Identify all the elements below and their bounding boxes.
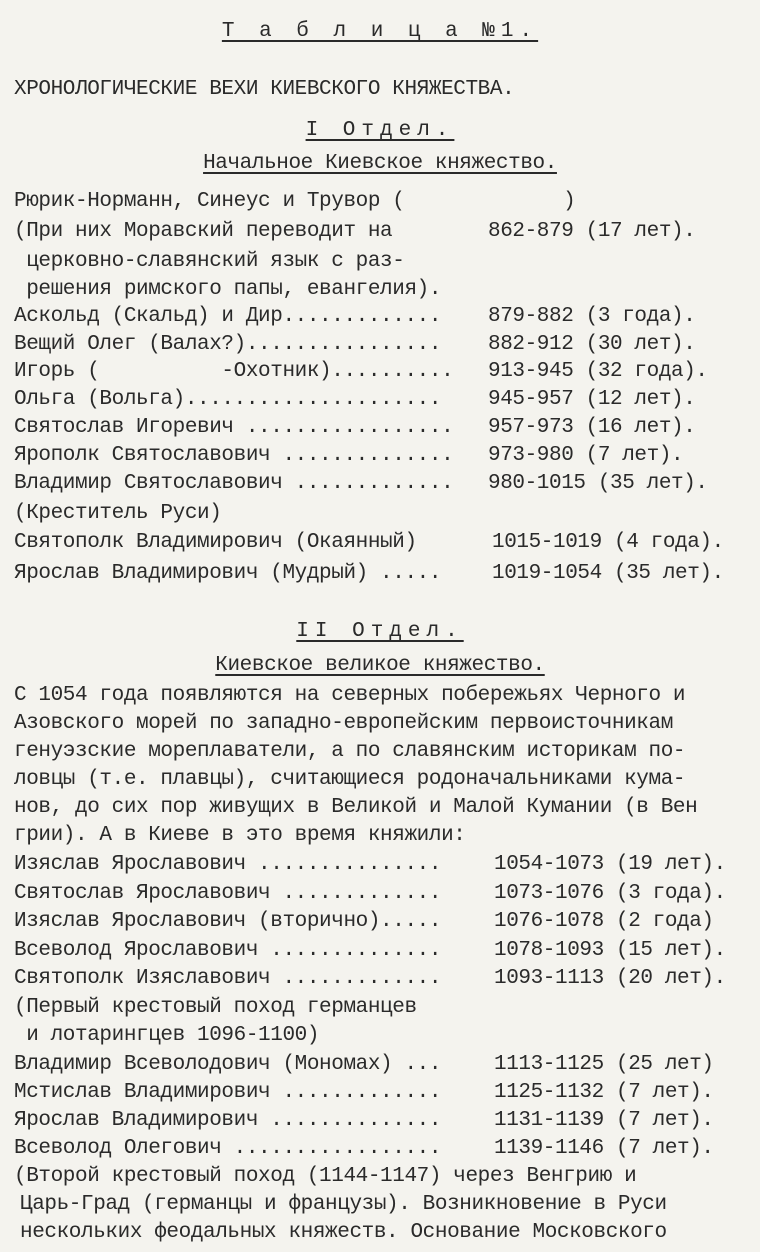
document-title: Т а б л и ц а №1. <box>221 20 539 43</box>
section1-subtitle: Начальное Киевское княжество. <box>203 152 557 175</box>
s2-paragraph-line-5: грии). А в Киеве в это время княжили: <box>14 824 466 847</box>
s2-ruler-4: Святополк Изяславович ............. <box>14 967 442 990</box>
s2-ruler-5: (Первый крестовый поход германцев <box>14 996 417 1019</box>
s2-years-0: 1054-1073 (19 лет). <box>494 853 726 876</box>
s2-paragraph-line-3: ловцы (т.е. плавцы), считающиеся родоначальниками кума- <box>14 768 686 791</box>
s1-years-4: 879-882 (3 года). <box>488 305 696 328</box>
s2-ruler-1: Святослав Ярославович ............. <box>14 882 442 905</box>
s2-paragraph-line-4: нов, до сих пор живущих в Великой и Малой Кумании (в Вен <box>14 796 698 819</box>
s2-ruler-7: Владимир Всеволодович (Мономах) ... <box>14 1053 442 1076</box>
s2-ruler-6: и лотарингцев 1096-1100) <box>14 1024 320 1047</box>
s2-ruler-10: Всеволод Олегович ................. <box>14 1137 442 1160</box>
s1-years-12: 1015-1019 (4 года). <box>492 531 724 554</box>
s1-ruler-9: Ярополк Святославович .............. <box>14 444 454 467</box>
s2-years-1: 1073-1076 (3 года). <box>494 882 726 905</box>
s2-ruler-8: Мстислав Владимирович ............. <box>14 1081 442 1104</box>
s2-ruler-0: Изяслав Ярославович ............... <box>14 853 442 876</box>
s1-years-6: 913-945 (32 года). <box>488 360 708 383</box>
section2-label: II Отдел. <box>296 620 464 643</box>
s2-years-8: 1125-1132 (7 лет). <box>494 1081 714 1104</box>
s1-ruler-6: Игорь ( -Охотник).......... <box>14 360 454 383</box>
s2-paragraph-line-2: генуэзские мореплаватели, а по славянским историкам по- <box>14 740 686 763</box>
s1-years-5: 882-912 (30 лет). <box>488 333 696 356</box>
s1-ruler-4: Аскольд (Скальд) и Дир............. <box>14 305 442 328</box>
s1-ruler-0: Рюрик-Норманн, Синеус и Трувор ( ) <box>14 190 576 213</box>
s1-ruler-3: решения римского папы, евангелия). <box>14 278 442 301</box>
s1-ruler-12: Святополк Владимирович (Окаянный) <box>14 531 417 554</box>
s2-years-4: 1093-1113 (20 лет). <box>494 967 726 990</box>
s2-footer-line-1: Царь-Град (германцы и французы). Возникновение в Руси <box>20 1193 667 1216</box>
s1-ruler-7: Ольга (Вольга)..................... <box>14 388 442 411</box>
s2-ruler-9: Ярослав Владимирович .............. <box>14 1109 442 1132</box>
s1-ruler-5: Вещий Олег (Валах?)................ <box>14 333 442 356</box>
s2-paragraph-line-1: Азовского морей по западно-европейским первоисточникам <box>14 712 673 735</box>
section2-subtitle: Киевское великое княжество. <box>215 654 545 677</box>
s2-ruler-3: Всеволод Ярославович .............. <box>14 939 442 962</box>
section1-label: I Отдел. <box>305 119 455 142</box>
s1-years-8: 957-973 (16 лет). <box>488 416 696 439</box>
s2-years-7: 1113-1125 (25 лет) <box>494 1053 714 1076</box>
s1-ruler-1: (При них Моравский переводит на <box>14 220 393 243</box>
s2-footer-line-0: (Второй крестовый поход (1144-1147) через Венгрию и <box>14 1165 637 1188</box>
s1-ruler-2: церковно-славянский язык с раз- <box>14 250 405 273</box>
s1-ruler-10: Владимир Святославович ............. <box>14 472 454 495</box>
document-heading: ХРОНОЛОГИЧЕСКИЕ ВЕХИ КИЕВСКОГО КНЯЖЕСТВА. <box>14 78 515 101</box>
s2-years-10: 1139-1146 (7 лет). <box>494 1137 714 1160</box>
s1-ruler-11: (Креститель Руси) <box>14 502 222 525</box>
s2-years-2: 1076-1078 (2 года) <box>494 910 714 933</box>
s2-ruler-2: Изяслав Ярославович (вторично)..... <box>14 910 442 933</box>
s1-ruler-8: Святослав Игоревич ................. <box>14 416 454 439</box>
s1-years-7: 945-957 (12 лет). <box>488 388 696 411</box>
s1-years-9: 973-980 (7 лет). <box>488 444 684 467</box>
s2-years-9: 1131-1139 (7 лет). <box>494 1109 714 1132</box>
s2-paragraph-line-0: С 1054 года появляются на северных побережьях Черного и <box>14 684 686 707</box>
s1-years-1: 862-879 (17 лет). <box>488 220 696 243</box>
s1-years-10: 980-1015 (35 лет). <box>488 472 708 495</box>
s2-years-3: 1078-1093 (15 лет). <box>494 939 726 962</box>
s1-ruler-13: Ярослав Владимирович (Мудрый) ..... <box>14 562 442 585</box>
s1-years-13: 1019-1054 (35 лет). <box>492 562 724 585</box>
s2-footer-line-2: нескольких феодальных княжеств. Основание Московского <box>20 1221 667 1244</box>
